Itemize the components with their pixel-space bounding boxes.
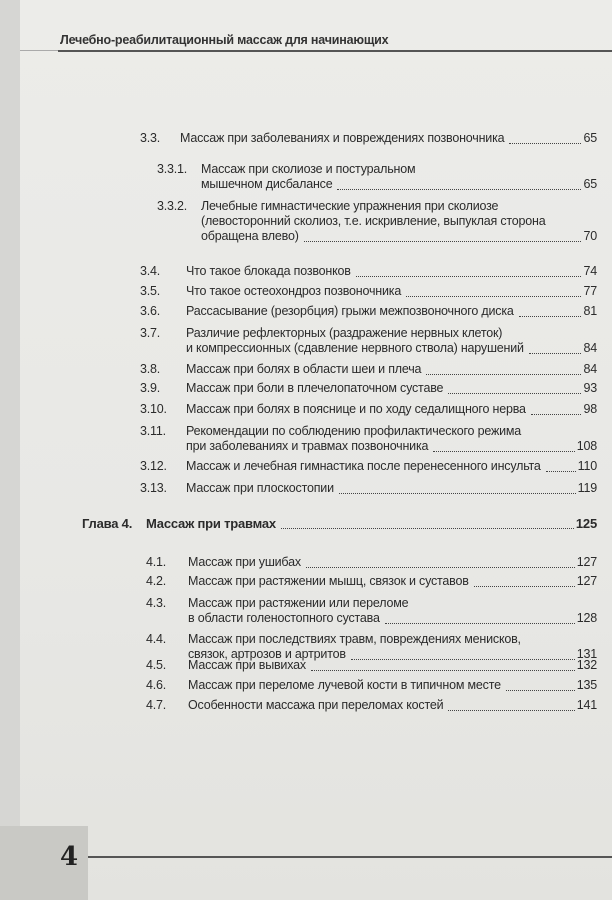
toc-entry-title-line: Массаж при вывихах	[188, 658, 306, 672]
toc-leader-dots	[356, 276, 582, 277]
toc-leader-dots	[339, 493, 576, 494]
toc-entry-page: 119	[577, 481, 597, 495]
toc-entry-page: 93	[583, 381, 597, 395]
toc-entry-page: 70	[583, 229, 597, 243]
toc-entry-number: 3.3.1.	[157, 162, 188, 176]
toc-leader-dots	[448, 710, 574, 711]
toc-entry-number: 4.4.	[146, 632, 167, 646]
toc-entry-title-line: Рассасывание (резорбция) грыжи межпозвоночного диска	[186, 304, 514, 318]
toc-leader-dots	[506, 690, 575, 691]
toc-entry-title-line: Различие рефлекторных (раздражение нервных клеток)	[186, 326, 503, 340]
toc-entry-title-line: в области голеностопного сустава	[188, 611, 380, 625]
toc-leader-dots	[337, 189, 581, 190]
toc-entry-page: 128	[576, 611, 597, 625]
toc-entry-number: 3.3.	[140, 131, 161, 145]
toc-entry-page: 77	[583, 284, 597, 298]
toc-leader-dots	[531, 414, 582, 415]
toc-leader-dots	[385, 623, 575, 624]
toc-entry-page: 125	[575, 516, 597, 531]
toc-leader-dots	[406, 296, 581, 297]
toc-leader-dots	[281, 528, 574, 529]
toc-entry-title-line: Массаж при сколиозе и постуральном	[201, 162, 416, 176]
toc-leader-dots	[529, 353, 582, 354]
toc-entry-page: 141	[576, 698, 597, 712]
toc-entry-page: 98	[583, 402, 597, 416]
toc-entry-page: 81	[583, 304, 597, 318]
toc-leader-dots	[304, 241, 582, 242]
toc-entry-number: 3.9.	[140, 381, 161, 395]
toc-entry-number: Глава 4.	[82, 516, 133, 531]
toc-leader-dots	[448, 393, 581, 394]
toc-entry-title-line: Массаж при растяжении или переломе	[188, 596, 409, 610]
toc-entry-number: 3.8.	[140, 362, 161, 376]
toc-entry-page: 84	[583, 341, 597, 355]
toc-entry-page: 74	[583, 264, 597, 278]
toc-entry-title-line: (левосторонний сколиоз, т.е. искривление, выпуклая сторона	[201, 214, 546, 228]
toc-leader-dots	[519, 316, 582, 317]
toc-entry-title-line: мышечном дисбалансе	[201, 177, 333, 191]
toc-entry-number: 4.6.	[146, 678, 167, 692]
toc-entry-number: 3.6.	[140, 304, 161, 318]
toc-leader-dots	[546, 471, 576, 472]
running-header: Лечебно-реабилитационный массаж для начинающих	[60, 33, 389, 47]
toc-entry-page: 65	[583, 131, 597, 145]
toc-entry-title-line: Массаж при болях в пояснице и по ходу седалищного нерва	[186, 402, 526, 416]
toc-leader-dots	[351, 659, 575, 660]
toc-entry-page: 108	[576, 439, 597, 453]
toc-entry-title-line: Массаж при последствиях травм, повреждениях менисков,	[188, 632, 521, 646]
toc-leader-dots	[311, 670, 575, 671]
toc-entry-title-line: Особенности массажа при переломах костей	[188, 698, 444, 712]
toc-entry-page: 135	[576, 678, 597, 692]
toc-entry-title-line: Массаж при переломе лучевой кости в типичном месте	[188, 678, 501, 692]
toc-entry-title-line: Рекомендации по соблюдению профилактического режима	[186, 424, 522, 438]
toc-entry-number: 3.4.	[140, 264, 161, 278]
toc-entry-number: 3.11.	[140, 424, 166, 438]
toc-entry-title-line: Массаж при растяжении мышц, связок и суставов	[188, 574, 469, 588]
toc-entry-page: 65	[583, 177, 597, 191]
toc-entry-number: 4.1.	[146, 555, 167, 569]
toc-entry-title-line: обращена влево)	[201, 229, 299, 243]
toc-entry-title-line: Что такое блокада позвонков	[186, 264, 351, 278]
toc-entry-title-line: и компрессионных (сдавление нервного ствола) нарушений	[186, 341, 524, 355]
toc-leader-dots	[306, 567, 575, 568]
toc-entry-title-line: Массаж при болях в области шеи и плеча	[186, 362, 422, 376]
page-number: 4	[60, 842, 79, 872]
toc-entry-page: 127	[576, 574, 597, 588]
toc-entry-number: 3.10.	[140, 402, 167, 416]
toc-entry-number: 4.2.	[146, 574, 167, 588]
toc-entry-page: 84	[583, 362, 597, 376]
toc-leader-dots	[474, 586, 575, 587]
toc-entry-number: 3.7.	[140, 326, 161, 340]
toc-entry-page: 127	[576, 555, 597, 569]
toc-entry-title-line: Массаж при заболеваниях и повреждениях позвоночника	[180, 131, 505, 145]
toc-entry-title-line: Массаж при плоскостопии	[186, 481, 334, 495]
toc-entry-title-line: Лечебные гимнастические упражнения при сколиозе	[201, 199, 499, 213]
toc-entry-page: 110	[577, 459, 597, 473]
toc-entry-number: 4.7.	[146, 698, 167, 712]
toc-entry-title-line: Массаж и лечебная гимнастика после перенесенного инсульта	[186, 459, 541, 473]
toc-entry-number: 3.3.2.	[157, 199, 188, 213]
toc-entry-number: 3.12.	[140, 459, 167, 473]
toc-leader-dots	[426, 374, 581, 375]
toc-entry-page: 132	[576, 658, 597, 672]
toc-entry-page: 131	[576, 647, 597, 661]
toc-entry-number: 3.13.	[140, 481, 167, 495]
toc-entry-title-line: Массаж при боли в плечелопаточном суставе	[186, 381, 444, 395]
toc-entry-number: 4.3.	[146, 596, 167, 610]
toc-entry-title-line: связок, артрозов и артритов	[188, 647, 346, 661]
toc-entry-title-line: при заболеваниях и травмах позвоночника	[186, 439, 429, 453]
toc-entry-number: 3.5.	[140, 284, 161, 298]
toc-leader-dots	[433, 451, 574, 452]
toc-entry-title-line: Массаж при ушибах	[188, 555, 301, 569]
toc-entry-title-line: Что такое остеохондроз позвоночника	[186, 284, 402, 298]
toc-entry-number: 4.5.	[146, 658, 167, 672]
footer-rule	[88, 856, 612, 858]
toc-leader-dots	[509, 143, 581, 144]
toc-entry-title-line: Массаж при травмах	[146, 516, 276, 531]
